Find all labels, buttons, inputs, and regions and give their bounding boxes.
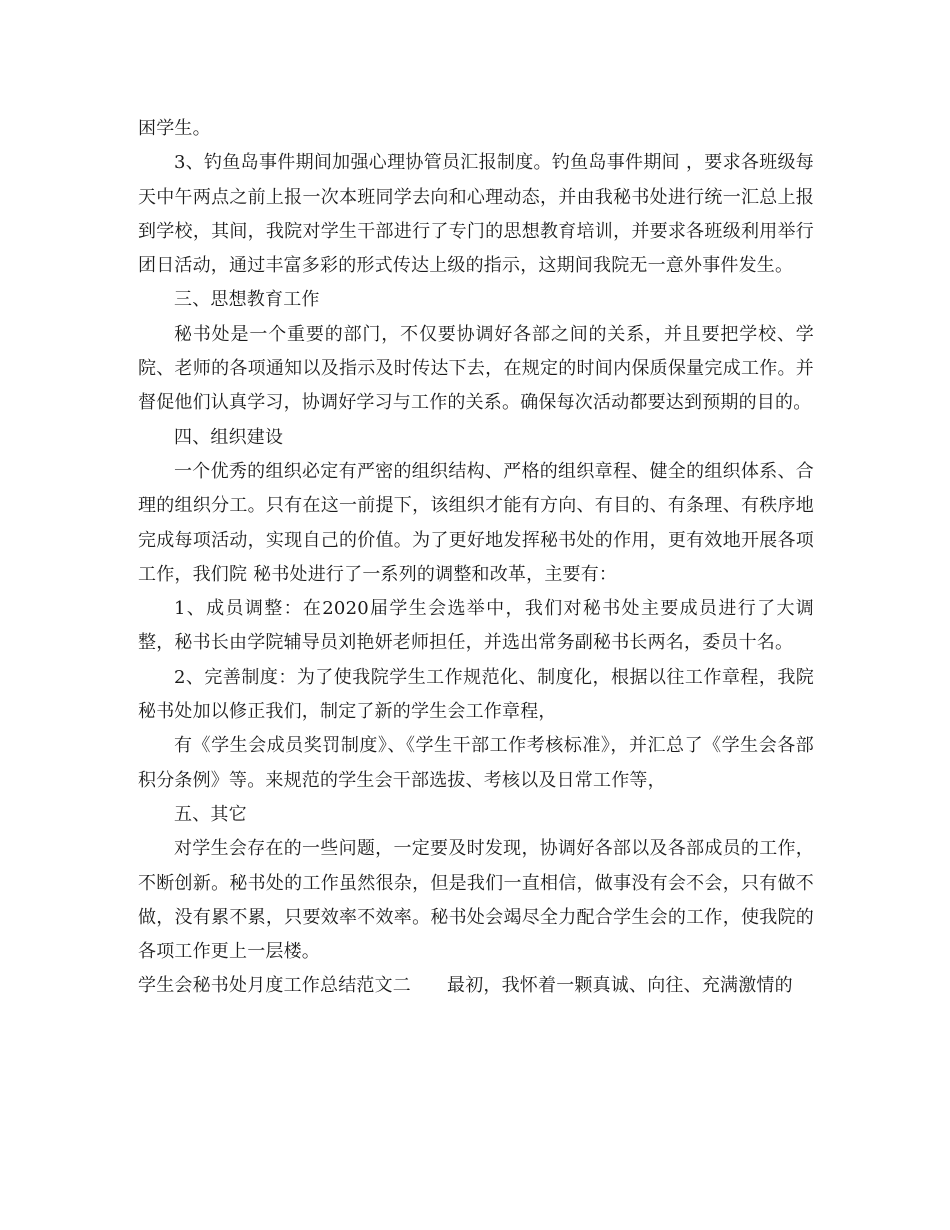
document-body bbox=[138, 112, 814, 1004]
paragraph-regulations-list: 有《学生会成员奖罚制度》、《学生干部工作考核标准》，并汇总了《学生会各部积分条例》等。来规范的学生会干部选拔、考核以及日常工作等， bbox=[138, 735, 814, 791]
section-heading-ideological-education: 三、思想教育工作 bbox=[174, 289, 320, 311]
paragraph-item-2-improve-system: 2、完善制度：为了使我院学生工作规范化、制度化，根据以往工作章程，我院秘书处加以修正我们，制定了新的学生会工作章程， bbox=[138, 666, 814, 723]
section-heading-others: 五、其它 bbox=[174, 803, 247, 825]
next-section-lead-text: 最初，我怀着一颗真诚、向往、充满激情的 bbox=[447, 975, 793, 997]
paragraph-item-3-psych-reporting: 3、钓鱼岛事件期间加强心理协管员汇报制度。钓鱼岛事件期间 ，要求各班级每天中午两点之前上报一次本班同学去向和心理动态，并由我秘书处进行统一汇总上报到学校，其间，我院对学生干部进行了专门的思想教育培训，并要求各班级利用举行团日活动，通过丰富多彩的形式传达上级的指示，这期间我院无一意外事件发生。 bbox=[138, 152, 814, 277]
section-heading-organization-building: 四、组织建设 bbox=[174, 426, 284, 448]
paragraph-secretariat-role: 秘书处是一个重要的部门，不仅要协调好各部之间的关系，并且要把学校、学院、老师的各项通知以及指示及时传达下去，在规定的时间内保质保量完成工作。并督促他们认真学习，协调好学习与工作的关系。确保每次活动都要达到预期的目的。 bbox=[138, 323, 814, 414]
next-section-title: 学生会秘书处月度工作总结范文二 bbox=[138, 975, 411, 997]
paragraph-continuation: 困学生。 bbox=[138, 118, 211, 139]
paragraph-item-1-member-adjustment: 1、成员调整：在2020届学生会选举中，我们对秘书处主要成员进行了大调整，秘书长由学院辅导员刘艳妍老师担任，并选出常务副秘书长两名，委员十名。 bbox=[138, 598, 814, 654]
paragraph-others-body: 对学生会存在的一些问题，一定要及时发现，协调好各部以及各部成员的工作，不断创新。秘书处的工作虽然很杂，但是我们一直相信，做事没有会不会，只有做不做，没有累不累，只要效率不效率。秘书处会竭尽全力配合学生会的工作，使我院的各项工作更上一层楼。 bbox=[138, 838, 814, 963]
next-section-line bbox=[138, 969, 814, 1003]
paragraph-organization-intro: 一个优秀的组织必定有严密的组织结构、严格的组织章程、健全的组织体系、合理的组织分工。只有在这一前提下，该组织才能有方向、有目的、有条理、有秩序地完成每项活动，实现自己的价值。为了更好地发挥秘书处的作用，更有效地开展各项工作，我们院 秘书处进行了一系列的调整和改革，主要有： bbox=[138, 460, 814, 585]
